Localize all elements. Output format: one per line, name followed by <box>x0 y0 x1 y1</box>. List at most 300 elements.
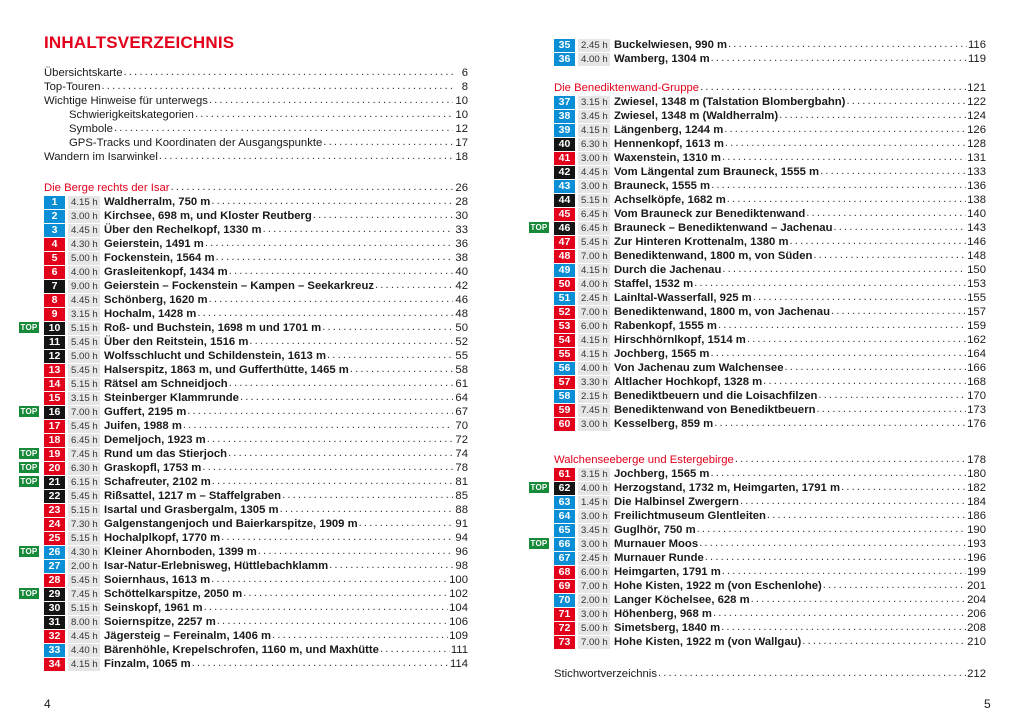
tour-duration: 4.45 h <box>68 630 100 643</box>
tour-number-badge: 18 <box>44 434 65 447</box>
tour-duration: 3.00 h <box>578 152 610 165</box>
toc-entry[interactable] <box>44 150 468 164</box>
tour-number-badge: 63 <box>554 496 575 509</box>
toc-page-number: 26 <box>455 182 468 194</box>
tour-entry[interactable] <box>44 223 468 237</box>
tour-page-number: 136 <box>967 180 986 192</box>
tour-page-number: 46 <box>455 294 468 306</box>
tour-entry[interactable] <box>44 433 468 447</box>
tour-page-number: 162 <box>967 334 986 346</box>
tour-entry[interactable] <box>44 657 468 671</box>
dot-leader <box>258 545 453 559</box>
tour-number-badge: 42 <box>554 166 575 179</box>
dot-leader <box>727 193 966 207</box>
tour-duration: 9.00 h <box>68 280 100 293</box>
dot-leader <box>359 517 453 531</box>
tour-title: Die Halbinsel Zwergern <box>614 496 739 508</box>
dot-leader <box>327 349 453 363</box>
tour-duration: 6.45 h <box>68 434 100 447</box>
tour-entry[interactable] <box>44 195 468 209</box>
tour-entry[interactable] <box>554 38 986 52</box>
tour-entry[interactable] <box>44 251 468 265</box>
tour-duration: 4.00 h <box>68 266 100 279</box>
tour-title: Zur Hinteren Krottenalm, 1380 m <box>614 236 789 248</box>
dot-leader <box>740 495 966 509</box>
tour-number-badge: 38 <box>554 110 575 123</box>
tour-page-number: 146 <box>967 236 986 248</box>
dot-leader <box>767 509 966 523</box>
tour-entry[interactable] <box>554 165 986 179</box>
tour-page-number: 166 <box>967 362 986 374</box>
dot-leader <box>705 551 966 565</box>
tour-title: Guffert, 2195 m <box>104 406 187 418</box>
dot-leader <box>728 38 967 52</box>
dot-leader <box>831 305 966 319</box>
index-entry[interactable] <box>554 667 986 681</box>
dot-leader <box>114 122 453 136</box>
dot-leader <box>697 523 967 537</box>
tour-duration: 7.45 h <box>578 404 610 417</box>
section-heading-list <box>554 453 986 467</box>
tour-number-badge: 59 <box>554 404 575 417</box>
tour-title: Rißsattel, 1217 m – Staffelgraben <box>104 490 282 502</box>
tour-entry[interactable] <box>44 461 468 475</box>
tour-entry[interactable] <box>554 495 986 509</box>
tour-title: Benediktbeuern und die Loisachfilzen <box>614 390 818 402</box>
tour-title: Waldherralm, 750 m <box>104 196 211 208</box>
tour-number-badge: 62 <box>554 482 575 495</box>
tour-page-number: 173 <box>967 404 986 416</box>
tour-title: Brauneck, 1555 m <box>614 180 711 192</box>
dot-leader <box>159 150 453 164</box>
dot-leader <box>813 249 966 263</box>
tour-entry[interactable] <box>554 361 986 375</box>
tour-page-number: 98 <box>455 560 468 572</box>
tour-title: Über den Rechelkopf, 1330 m <box>104 224 262 236</box>
tour-entry[interactable] <box>44 559 468 573</box>
tour-duration: 4.45 h <box>68 224 100 237</box>
toc-entry[interactable] <box>44 108 468 122</box>
tour-entry[interactable] <box>44 643 468 657</box>
tour-entry[interactable] <box>554 621 986 635</box>
tour-duration: 6.45 h <box>578 222 610 235</box>
tour-duration: 4.45 h <box>578 166 610 179</box>
tour-entry[interactable] <box>554 537 986 551</box>
tour-title: Schönberg, 1620 m <box>104 294 208 306</box>
tour-entry[interactable] <box>44 573 468 587</box>
tour-title: Isar-Natur-Erlebnisweg, Hüttlebachklamm <box>104 560 329 572</box>
tour-duration: 6.45 h <box>578 208 610 221</box>
tour-entry[interactable] <box>554 207 986 221</box>
page-number: 4 <box>44 697 51 711</box>
tour-entry[interactable] <box>554 249 986 263</box>
tour-entry[interactable] <box>554 235 986 249</box>
tour-number-badge: 5 <box>44 252 65 265</box>
tour-number-badge: 24 <box>44 518 65 531</box>
tour-duration: 4.15 h <box>578 334 610 347</box>
tour-page-number: 170 <box>967 390 986 402</box>
tour-number-badge: 6 <box>44 266 65 279</box>
tour-title: Hennenkopf, 1613 m <box>614 138 724 150</box>
tour-duration: 3.00 h <box>578 418 610 431</box>
toc-entry-label: Symbole <box>69 123 113 135</box>
dot-leader <box>263 223 453 237</box>
tour-number-badge: 10 <box>44 322 65 335</box>
tour-title: Roß- und Buchstein, 1698 m und 1701 m <box>104 322 322 334</box>
tour-entry[interactable] <box>44 503 468 517</box>
tour-entry[interactable] <box>554 291 986 305</box>
tour-entry[interactable] <box>554 403 986 417</box>
tour-duration: 3.45 h <box>578 524 610 537</box>
tour-entry[interactable] <box>44 293 468 307</box>
tour-entry[interactable] <box>554 565 986 579</box>
section-heading[interactable] <box>554 453 986 467</box>
dot-leader <box>205 237 453 251</box>
dot-leader <box>846 95 966 109</box>
tour-entry[interactable] <box>554 417 986 431</box>
tour-title: Hochalm, 1428 m <box>104 308 197 320</box>
toc-entry-label: Schwierigkeitskategorien <box>69 109 194 121</box>
toc-entry[interactable] <box>44 80 468 94</box>
tour-entry[interactable] <box>554 593 986 607</box>
tour-entry[interactable] <box>554 551 986 565</box>
tour-entry[interactable] <box>554 481 986 495</box>
dot-leader <box>763 375 966 389</box>
dot-leader <box>751 593 967 607</box>
tour-number-badge: 71 <box>554 608 575 621</box>
section-heading[interactable] <box>554 81 986 95</box>
top-tour-badge: TOP <box>20 407 38 416</box>
tour-entry[interactable] <box>554 305 986 319</box>
tour-entry[interactable] <box>554 221 986 235</box>
dot-leader <box>710 467 966 481</box>
tour-entry[interactable] <box>554 607 986 621</box>
dot-leader <box>818 389 966 403</box>
tour-duration: 3.15 h <box>68 308 100 321</box>
tour-entry[interactable] <box>554 109 986 123</box>
dot-leader <box>722 263 966 277</box>
tour-entry[interactable] <box>554 375 986 389</box>
tour-page-number: 94 <box>455 532 468 544</box>
tour-page-number: 48 <box>455 308 468 320</box>
dot-leader <box>322 321 453 335</box>
tour-title: Murnauer Moos <box>614 538 699 550</box>
tour-entry[interactable] <box>554 193 986 207</box>
tour-title: Seinskopf, 1961 m <box>104 602 203 614</box>
tour-title: Hochalplkopf, 1770 m <box>104 532 221 544</box>
tour-page-number: 72 <box>455 434 468 446</box>
tour-entry[interactable] <box>44 447 468 461</box>
dot-leader <box>806 207 966 221</box>
tour-entry[interactable] <box>554 579 986 593</box>
top-tour-badge: TOP <box>20 477 38 486</box>
tour-number-badge: 68 <box>554 566 575 579</box>
dot-leader <box>221 531 453 545</box>
tour-duration: 5.45 h <box>68 574 100 587</box>
tour-entry[interactable] <box>44 209 468 223</box>
dot-leader <box>123 66 453 80</box>
tour-entry[interactable] <box>44 237 468 251</box>
tour-number-badge: 4 <box>44 238 65 251</box>
dot-leader <box>700 81 966 95</box>
toc-entry[interactable] <box>44 122 468 136</box>
tour-entry[interactable] <box>554 319 986 333</box>
tour-number-badge: 52 <box>554 306 575 319</box>
dot-leader <box>187 405 453 419</box>
top-tour-badge: TOP <box>20 547 38 556</box>
tour-entry[interactable] <box>554 95 986 109</box>
tour-entry[interactable] <box>554 263 986 277</box>
tour-duration: 5.00 h <box>68 252 100 265</box>
tour-title: Steinberger Klammrunde <box>104 392 239 404</box>
tour-title: Freilichtmuseum Glentleiten <box>614 510 766 522</box>
tour-duration: 7.00 h <box>578 250 610 263</box>
tour-number-badge: 15 <box>44 392 65 405</box>
tour-title: Hirschhörnlkopf, 1514 m <box>614 334 746 346</box>
section-heading[interactable] <box>44 181 468 195</box>
tour-page-number: 104 <box>449 602 468 614</box>
dot-leader <box>724 123 966 137</box>
tour-entry[interactable] <box>554 123 986 137</box>
tour-entry[interactable] <box>554 509 986 523</box>
tour-page-number: 52 <box>455 336 468 348</box>
tour-number-badge: 72 <box>554 622 575 635</box>
tour-entry[interactable] <box>554 389 986 403</box>
tour-duration: 6.00 h <box>578 320 610 333</box>
tour-page-number: 128 <box>967 138 986 150</box>
tour-entry[interactable] <box>44 489 468 503</box>
tour-entry[interactable] <box>44 629 468 643</box>
dot-leader <box>753 291 966 305</box>
tour-number-badge: 47 <box>554 236 575 249</box>
tour-duration: 2.45 h <box>578 292 610 305</box>
dot-leader <box>722 151 966 165</box>
tour-entry[interactable] <box>44 531 468 545</box>
tour-number-badge: 3 <box>44 224 65 237</box>
tour-entry[interactable] <box>554 151 986 165</box>
tour-entry[interactable] <box>44 545 468 559</box>
section-heading-list <box>44 181 468 195</box>
top-tour-badge: TOP <box>530 539 548 548</box>
tour-number-badge: 30 <box>44 602 65 615</box>
toc-entry-label: Die Berge rechts der Isar <box>44 182 170 194</box>
tour-title: Vom Längental zum Brauneck, 1555 m <box>614 166 820 178</box>
tour-title: Höhenberg, 968 m <box>614 608 712 620</box>
tour-duration: 6.30 h <box>578 138 610 151</box>
dot-leader <box>820 165 966 179</box>
tour-duration: 7.00 h <box>578 580 610 593</box>
tour-entry[interactable] <box>44 601 468 615</box>
tour-entry[interactable] <box>44 517 468 531</box>
tour-title: Finzalm, 1065 m <box>104 658 191 670</box>
tour-page-number: 182 <box>967 482 986 494</box>
tour-number-badge: 35 <box>554 39 575 52</box>
toc-page-number: 10 <box>455 95 468 107</box>
tour-title: Staffel, 1532 m <box>614 278 694 290</box>
tour-title: Zwiesel, 1348 m (Talstation Blombergbahn) <box>614 96 846 108</box>
dot-leader <box>211 195 453 209</box>
toc-entry-label: Die Benediktenwand-Gruppe <box>554 82 700 94</box>
tour-entry[interactable] <box>554 347 986 361</box>
tour-duration: 5.00 h <box>578 622 610 635</box>
tour-page-number: 133 <box>967 166 986 178</box>
tour-title: Soiernhaus, 1613 m <box>104 574 211 586</box>
tour-entry[interactable] <box>44 419 468 433</box>
toc-entry[interactable] <box>44 66 468 80</box>
dot-leader <box>841 481 966 495</box>
tour-entry[interactable] <box>554 635 986 649</box>
tour-number-badge: 33 <box>44 644 65 657</box>
toc-page-number: 17 <box>455 137 468 149</box>
tour-duration: 4.00 h <box>578 53 610 66</box>
tour-number-badge: 45 <box>554 208 575 221</box>
tour-number-badge: 37 <box>554 96 575 109</box>
tour-entry[interactable] <box>44 335 468 349</box>
tour-entry[interactable] <box>554 137 986 151</box>
tour-number-badge: 57 <box>554 376 575 389</box>
dot-leader <box>249 335 453 349</box>
tour-page-number: 210 <box>967 636 986 648</box>
toc-entry[interactable] <box>44 94 468 108</box>
tour-entry[interactable] <box>554 179 986 193</box>
tour-entry[interactable] <box>44 321 468 335</box>
tour-number-badge: 46 <box>554 222 575 235</box>
tour-duration: 6.00 h <box>578 566 610 579</box>
dot-leader <box>747 333 966 347</box>
dot-leader <box>171 181 453 195</box>
tour-page-number: 126 <box>967 124 986 136</box>
tour-duration: 6.30 h <box>68 462 100 475</box>
dot-leader <box>207 433 453 447</box>
tour-title: Vom Brauneck zur Benediktenwand <box>614 208 806 220</box>
tour-duration: 5.15 h <box>68 378 100 391</box>
tour-duration: 5.15 h <box>68 602 100 615</box>
dot-leader <box>722 565 966 579</box>
dot-leader <box>694 277 966 291</box>
tour-title: Waxenstein, 1310 m <box>614 152 721 164</box>
tour-number-badge: 69 <box>554 580 575 593</box>
tour-title: Wolfsschlucht und Schildenstein, 1613 m <box>104 350 327 362</box>
dot-leader <box>229 265 453 279</box>
tour-page-number: 148 <box>967 250 986 262</box>
tour-title: Hohe Kisten, 1922 m (von Wallgau) <box>614 636 802 648</box>
dot-leader <box>711 179 966 193</box>
tour-entry[interactable] <box>44 363 468 377</box>
tour-entry[interactable] <box>554 333 986 347</box>
tour-duration: 2.45 h <box>578 552 610 565</box>
tour-entry[interactable] <box>554 523 986 537</box>
dot-leader <box>735 453 966 467</box>
tour-page-number: 109 <box>449 630 468 642</box>
toc-entry[interactable] <box>44 136 468 150</box>
tour-entry[interactable] <box>44 265 468 279</box>
tour-number-badge: 22 <box>44 490 65 503</box>
tour-duration: 3.15 h <box>578 96 610 109</box>
toc-entry-label: Übersichtskarte <box>44 67 123 79</box>
dot-leader <box>272 629 448 643</box>
toc-page-number: 8 <box>461 81 468 93</box>
dot-leader <box>718 319 966 333</box>
toc-entry-label: Top-Touren <box>44 81 101 93</box>
tour-entry[interactable] <box>44 587 468 601</box>
tour-entry[interactable] <box>44 475 468 489</box>
dot-leader <box>204 601 449 615</box>
tour-entry[interactable] <box>554 277 986 291</box>
dot-leader <box>779 109 966 123</box>
tour-entry[interactable] <box>44 377 468 391</box>
dot-leader <box>102 80 453 94</box>
tour-duration: 4.15 h <box>68 196 100 209</box>
top-tour-badge: TOP <box>20 589 38 598</box>
tour-entry[interactable] <box>44 405 468 419</box>
front-matter-list <box>44 66 468 164</box>
tour-number-badge: 17 <box>44 420 65 433</box>
tour-entry[interactable] <box>44 349 468 363</box>
tour-duration: 4.15 h <box>578 264 610 277</box>
tour-title: Achselköpfe, 1682 m <box>614 194 726 206</box>
tour-entry[interactable] <box>44 279 468 293</box>
tour-title: Von Jachenau zum Walchensee <box>614 362 784 374</box>
tour-entry[interactable] <box>554 52 986 66</box>
dot-leader <box>713 607 966 621</box>
tour-number-badge: 65 <box>554 524 575 537</box>
tour-page-number: 85 <box>455 490 468 502</box>
dot-leader <box>323 136 453 150</box>
tour-title: Murnauer Runde <box>614 552 704 564</box>
toc-page-number: 18 <box>455 151 468 163</box>
tour-number-badge: 44 <box>554 194 575 207</box>
dot-leader <box>790 235 967 249</box>
tour-page-number: 33 <box>455 224 468 236</box>
tour-page-number: 88 <box>455 504 468 516</box>
tour-page-number: 119 <box>967 53 986 65</box>
tour-duration: 4.15 h <box>68 658 100 671</box>
tour-entry[interactable] <box>44 615 468 629</box>
tour-title: Jägersteig – Fereinalm, 1406 m <box>104 630 272 642</box>
tour-duration: 4.45 h <box>68 294 100 307</box>
dot-leader <box>202 461 453 475</box>
tour-title: Heimgarten, 1791 m <box>614 566 721 578</box>
tour-duration: 5.15 h <box>68 322 100 335</box>
tour-title: Kirchsee, 698 m, und Kloster Reutberg <box>104 210 312 222</box>
dot-leader <box>280 503 453 517</box>
dot-leader <box>240 391 453 405</box>
tour-page-number: 190 <box>967 524 986 536</box>
dot-leader <box>195 108 453 122</box>
tour-entry[interactable] <box>44 307 468 321</box>
tour-number-badge: 39 <box>554 124 575 137</box>
dot-leader <box>282 489 453 503</box>
top-tour-badge: TOP <box>20 449 38 458</box>
tour-entry[interactable] <box>44 391 468 405</box>
tour-entry[interactable] <box>554 467 986 481</box>
tour-duration: 3.15 h <box>578 468 610 481</box>
tour-title: Altlacher Hochkopf, 1328 m <box>614 376 763 388</box>
tour-number-badge: 34 <box>44 658 65 671</box>
tour-title: Zwiesel, 1348 m (Waldherralm) <box>614 110 779 122</box>
tour-page-number: 155 <box>967 292 986 304</box>
tour-duration: 2.45 h <box>578 39 610 52</box>
tour-page-number: 40 <box>455 266 468 278</box>
top-tour-badge: TOP <box>20 323 38 332</box>
tour-page-number: 164 <box>967 348 986 360</box>
tour-duration: 3.15 h <box>68 392 100 405</box>
tour-page-number: 36 <box>455 238 468 250</box>
tour-duration: 1.45 h <box>578 496 610 509</box>
tour-page-number: 159 <box>967 320 986 332</box>
dot-leader <box>329 559 453 573</box>
tour-duration: 7.00 h <box>578 306 610 319</box>
